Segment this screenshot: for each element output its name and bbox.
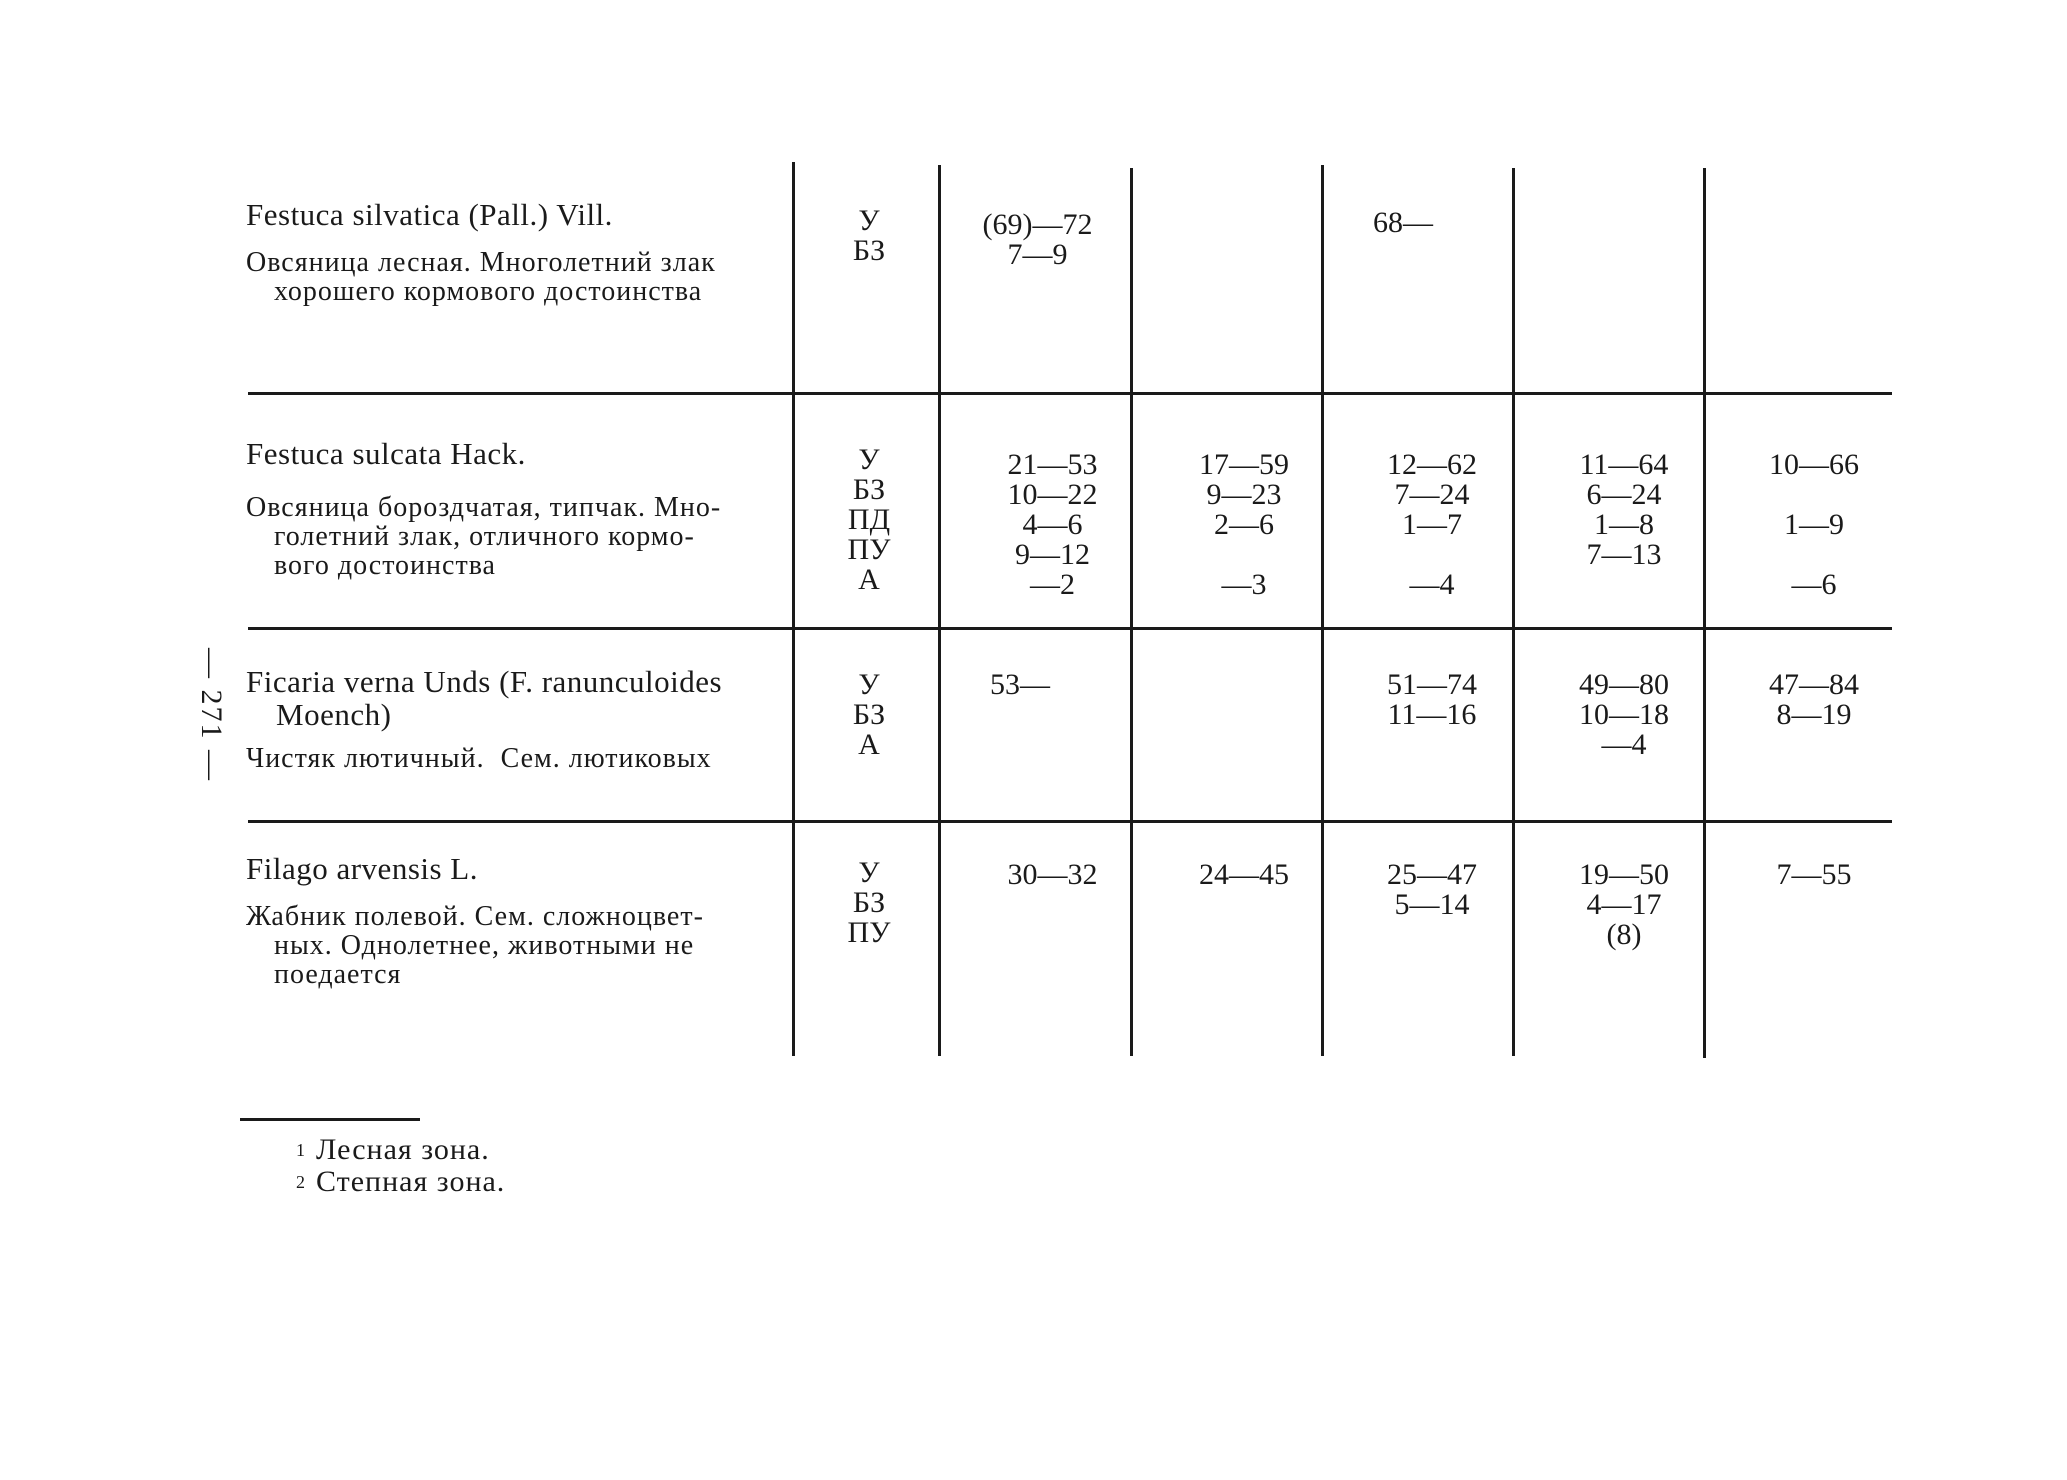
description-line: Овсяница бороздчатая, типчак. Мно- bbox=[246, 492, 722, 523]
zone-codes: У БЗ А bbox=[852, 668, 886, 761]
value-cell: 30—32 bbox=[1007, 858, 1098, 891]
value-cell: (69)—72 7—9 bbox=[982, 208, 1093, 271]
description-line: Чистяк лютичный. Сем. лютиковых bbox=[246, 743, 712, 774]
value-cell: 7—55 bbox=[1776, 858, 1852, 891]
species-latin-name: Festuca sulcata Hack. bbox=[246, 436, 526, 471]
species-description bbox=[246, 902, 774, 989]
footnote-text: Лесная зона. bbox=[316, 1133, 490, 1166]
latin-name-line: Ficaria verna Unds (F. ranunculoides bbox=[246, 664, 723, 699]
species-latin-name bbox=[246, 665, 722, 731]
latin-name-line: Moench) bbox=[276, 697, 392, 732]
species-description bbox=[246, 248, 774, 306]
value-cell: 68— bbox=[1373, 206, 1433, 239]
column-rule bbox=[1321, 165, 1324, 1056]
value-cell: 25—47 5—14 bbox=[1387, 858, 1477, 921]
description-line: Овсяница лесная. Многолетний злак bbox=[246, 247, 716, 278]
value-cell: 11—64 6—24 1—8 7—13 bbox=[1579, 448, 1669, 571]
column-rule bbox=[1512, 168, 1515, 1056]
row-rule bbox=[248, 627, 1892, 630]
footnote bbox=[296, 1134, 490, 1166]
value-cell: 19—50 4—17 (8) bbox=[1579, 858, 1669, 951]
value-cell: 24—45 bbox=[1199, 858, 1289, 891]
zone-codes: У БЗ ПУ bbox=[847, 856, 891, 949]
zone-codes: У БЗ ПД ПУ А bbox=[847, 443, 891, 596]
description-line: ных. Однолетнее, животными не bbox=[274, 930, 695, 961]
species-description bbox=[246, 744, 774, 773]
species-description bbox=[246, 493, 774, 580]
value-cell: 12—62 7—24 1—7 —4 bbox=[1387, 448, 1477, 601]
footnote-rule bbox=[240, 1118, 420, 1121]
value-cell: 51—74 11—16 bbox=[1387, 668, 1477, 731]
column-rule bbox=[1130, 168, 1133, 1056]
column-rule bbox=[938, 165, 941, 1056]
page-number: — 271 — bbox=[195, 648, 228, 782]
value-cell: 49—80 10—18 —4 bbox=[1579, 668, 1669, 761]
value-cell: 10—66 1—9 —6 bbox=[1769, 448, 1859, 601]
row-rule bbox=[248, 392, 1892, 395]
species-latin-name: Filago arvensis L. bbox=[246, 851, 478, 886]
description-line: хорошего кормового достоинства bbox=[274, 276, 703, 307]
value-cell: 21—53 10—22 4—6 9—12 —2 bbox=[1007, 448, 1098, 601]
column-rule bbox=[792, 162, 795, 1056]
footnote-text: Степная зона. bbox=[316, 1165, 506, 1198]
value-cell: 47—84 8—19 bbox=[1769, 668, 1859, 731]
description-line: голетний злак, отличного кормо- bbox=[274, 521, 695, 552]
description-line: Жабник полевой. Сем. сложноцвет- bbox=[246, 901, 704, 932]
footnote bbox=[296, 1166, 505, 1198]
description-line: вого достоинства bbox=[274, 550, 496, 581]
footnote-mark: 2 bbox=[296, 1172, 306, 1192]
zone-codes: У БЗ bbox=[852, 204, 886, 267]
row-rule bbox=[248, 820, 1892, 823]
species-latin-name: Festuca silvatica (Pall.) Vill. bbox=[246, 197, 613, 232]
description-line: поедается bbox=[274, 959, 402, 990]
value-cell: 17—59 9—23 2—6 —3 bbox=[1199, 448, 1289, 601]
value-cell: 53— bbox=[990, 668, 1050, 701]
footnote-mark: 1 bbox=[296, 1140, 306, 1160]
